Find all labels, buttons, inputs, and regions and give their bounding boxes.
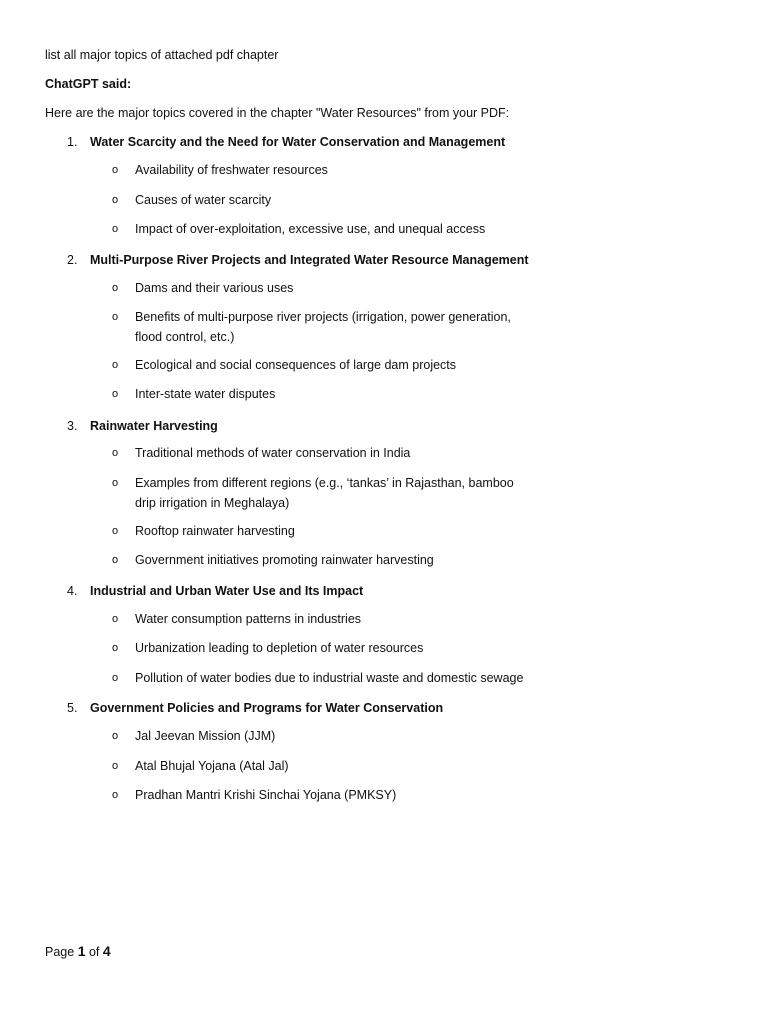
of-label: of [88, 945, 100, 959]
bullet-icon: o [112, 194, 119, 206]
topic-title: Industrial and Urban Water Use and Its Impact [90, 584, 364, 598]
list-item: o Atal Bhujal Yojana (Atal Jal) [112, 757, 532, 777]
bullet-icon: o [112, 164, 119, 176]
topic-title: Government Policies and Programs for Water Conservation [90, 701, 444, 715]
list-item: o Ecological and social consequences of large dam projects [112, 356, 532, 376]
list-item: o Pradhan Mantri Krishi Sinchai Yojana (PMKSY) [112, 786, 532, 806]
topic-number: 2. [67, 253, 78, 267]
list-item: o Inter-state water disputes [112, 385, 532, 405]
topic-title: Water Scarcity and the Need for Water Conservation and Management [90, 135, 506, 149]
list-item: o Rooftop rainwater harvesting [112, 522, 532, 542]
total-pages-number: 4 [102, 943, 111, 959]
list-item: o Dams and their various uses [112, 279, 532, 299]
topic-number: 5. [67, 701, 78, 715]
bullet-icon: o [112, 525, 119, 537]
list-item: o Availability of freshwater resources [112, 161, 532, 181]
intro-text: Here are the major topics covered in the chapter "Water Resources" from your PDF: [45, 106, 510, 120]
bullet-icon: o [112, 642, 119, 654]
bullet-icon: o [112, 311, 119, 323]
bullet-icon: o [112, 282, 119, 294]
bullet-icon: o [112, 730, 119, 742]
topic-number: 4. [67, 584, 78, 598]
user-prompt: list all major topics of attached pdf chapter [45, 48, 279, 62]
bullet-icon: o [112, 388, 119, 400]
bullet-icon: o [112, 789, 119, 801]
list-item: o Water consumption patterns in industries [112, 610, 532, 630]
list-item: o Jal Jeevan Mission (JJM) [112, 727, 532, 747]
topic-heading [67, 700, 443, 716]
bullet-icon: o [112, 760, 119, 772]
bullet-icon: o [112, 613, 119, 625]
bullet-icon: o [112, 223, 119, 235]
topic-heading [67, 418, 218, 434]
list-item: o Causes of water scarcity [112, 191, 532, 211]
bullet-icon: o [112, 477, 119, 489]
bullet-icon: o [112, 672, 119, 684]
topic-title: Multi-Purpose River Projects and Integrated Water Resource Management [90, 253, 529, 267]
list-item: o Benefits of multi-purpose river projects (irrigation, power generation, flood control, etc.) [112, 310, 511, 344]
page-label: Page [45, 945, 75, 959]
bullet-icon: o [112, 447, 119, 459]
bullet-icon: o [112, 554, 119, 566]
current-page-number: 1 [77, 943, 86, 959]
list-item: o Examples from different regions (e.g., ‘tankas’ in Rajasthan, bamboo drip irrigation in Meghalaya) [112, 476, 514, 510]
topic-title: Rainwater Harvesting [90, 419, 218, 433]
page-footer [45, 942, 111, 961]
list-item: o Pollution of water bodies due to industrial waste and domestic sewage [112, 669, 572, 689]
topic-heading [67, 134, 505, 150]
list-item: o Urbanization leading to depletion of water resources [112, 639, 532, 659]
topic-heading [67, 583, 363, 599]
topic-number: 1. [67, 135, 78, 149]
list-item: o Government initiatives promoting rainwater harvesting [112, 551, 532, 571]
bullet-icon: o [112, 359, 119, 371]
topic-heading [67, 252, 529, 268]
list-item: o Impact of over-exploitation, excessive use, and unequal access [112, 220, 532, 240]
list-item: o Traditional methods of water conservation in India [112, 444, 532, 464]
topic-number: 3. [67, 419, 78, 433]
speaker-label: ChatGPT said: [45, 77, 132, 91]
